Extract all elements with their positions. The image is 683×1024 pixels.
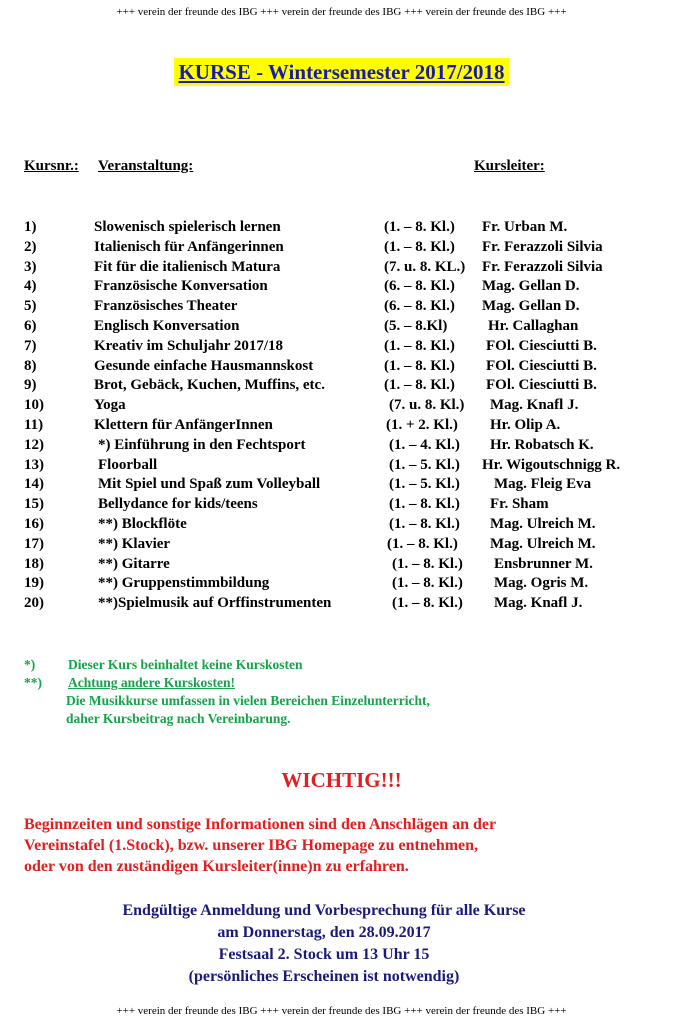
- course-leader: Mag. Gellan D.: [482, 278, 580, 295]
- course-leader: Mag. Fleig Eva: [494, 476, 592, 493]
- course-row: [0, 535, 683, 555]
- course-number: 20): [24, 595, 44, 612]
- registration-line: (persönliches Erscheinen ist notwendig): [188, 968, 460, 985]
- course-grades: (1. – 8. Kl.): [384, 337, 455, 354]
- course-number: 9): [24, 377, 37, 394]
- course-name: Französisches Theater: [94, 298, 238, 315]
- note-row: [0, 674, 683, 692]
- banner-top: +++ verein der freunde des IBG +++ verein der freunde des IBG +++ verein der freunde des IBG +++: [116, 6, 567, 18]
- page-title: KURSE - Wintersemester 2017/2018: [174, 58, 508, 86]
- note-marker: *): [24, 657, 36, 672]
- info-line: Vereinstafel (1.Stock), bzw. unserer IBG Homepage zu entnehmen,: [24, 837, 479, 854]
- course-row: [0, 337, 683, 357]
- course-grades: (1. – 8. Kl.): [384, 238, 455, 255]
- course-number: 1): [24, 219, 37, 235]
- course-grades: (1. – 4. Kl.): [389, 436, 460, 453]
- course-number: 13): [24, 456, 44, 473]
- course-grades: (1. – 5. Kl.): [389, 476, 460, 493]
- course-row: [0, 277, 683, 297]
- note-text: Achtung andere Kurskosten!: [68, 675, 236, 690]
- course-number: 3): [24, 258, 37, 275]
- title-container: [0, 58, 683, 86]
- course-name: Kreativ im Schuljahr 2017/18: [94, 337, 284, 354]
- header-kursnr: Kursnr.:: [24, 158, 79, 174]
- course-name: Klettern für AnfängerInnen: [94, 416, 273, 433]
- course-row: [0, 555, 683, 575]
- note-text: Dieser Kurs beinhaltet keine Kurskosten: [68, 657, 303, 672]
- course-name: Mit Spiel und Spaß zum Volleyball: [98, 476, 321, 493]
- header-kursleiter: Kursleiter:: [474, 158, 545, 174]
- info-paragraph: [24, 814, 664, 877]
- note-marker: **): [24, 675, 42, 690]
- course-leader: Mag. Knafl J.: [494, 595, 583, 612]
- course-row: [0, 258, 683, 278]
- note-row: [0, 692, 683, 710]
- course-leader: FOl. Ciesciutti B.: [486, 337, 597, 354]
- course-number: 14): [24, 476, 44, 493]
- course-grades: (1. + 2. Kl.): [386, 416, 458, 433]
- course-grades: (7. u. 8. KL.): [384, 258, 466, 275]
- course-leader: FOl. Ciesciutti B.: [486, 377, 597, 394]
- course-name: Fit für die italienisch Matura: [94, 258, 281, 275]
- course-row: [0, 515, 683, 535]
- course-row: [0, 376, 683, 396]
- course-number: 12): [24, 436, 44, 453]
- registration-block: [0, 900, 648, 988]
- course-name: **) Gruppenstimmbildung: [98, 575, 270, 592]
- info-line: oder von den zuständigen Kursleiter(inne)n zu erfahren.: [24, 858, 409, 875]
- note-text: Die Musikkurse umfassen in vielen Bereichen Einzelunterricht,: [66, 693, 430, 708]
- course-grades: (5. – 8.Kl): [384, 317, 448, 334]
- course-number: 11): [24, 416, 44, 433]
- course-number: 8): [24, 357, 37, 374]
- note-row: [0, 656, 683, 674]
- course-leader: Hr. Callaghan: [488, 317, 579, 334]
- registration-line: Endgültige Anmeldung und Vorbesprechung für alle Kurse: [122, 902, 526, 919]
- course-leader: Mag. Gellan D.: [482, 298, 580, 315]
- course-grades: (7. u. 8. Kl.): [389, 397, 465, 414]
- course-row: [0, 317, 683, 337]
- registration-line: am Donnerstag, den 28.09.2017: [217, 924, 431, 941]
- course-name: Gesunde einfache Hausmannskost: [94, 357, 314, 374]
- course-row: [0, 396, 683, 416]
- course-row: [0, 238, 683, 258]
- course-number: 2): [24, 238, 37, 255]
- course-name: Französische Konversation: [94, 278, 268, 295]
- course-row: [0, 436, 683, 456]
- course-leader: Hr. Olip A.: [490, 416, 561, 433]
- course-leader: Mag. Knafl J.: [490, 397, 579, 414]
- course-grades: (1. – 8. Kl.): [384, 377, 455, 394]
- course-list: [0, 218, 683, 614]
- course-name: Bellydance for kids/teens: [98, 496, 258, 513]
- course-row: [0, 218, 683, 238]
- course-leader: Mag. Ogris M.: [494, 575, 589, 592]
- course-number: 4): [24, 278, 37, 295]
- course-name: Italienisch für Anfängerinnen: [94, 238, 284, 255]
- course-number: 10): [24, 397, 44, 414]
- course-grades: (1. – 8. Kl.): [389, 515, 460, 532]
- course-leader: Mag. Ulreich M.: [490, 515, 596, 532]
- course-name: Floorball: [98, 456, 158, 473]
- registration-line: Festsaal 2. Stock um 13 Uhr 15: [218, 946, 430, 963]
- course-leader: Hr. Robatsch K.: [490, 436, 594, 453]
- course-row: [0, 475, 683, 495]
- notes-section: [0, 656, 683, 728]
- course-leader: Fr. Urban M.: [482, 219, 568, 235]
- course-number: 5): [24, 298, 37, 315]
- course-number: 15): [24, 496, 44, 513]
- note-text: daher Kursbeitrag nach Vereinbarung.: [66, 711, 291, 726]
- course-number: 17): [24, 535, 44, 552]
- important-heading: WICHTIG!!!: [281, 768, 402, 792]
- course-grades: (1. – 8. Kl.): [384, 219, 455, 235]
- course-grades: (1. – 8. Kl.): [384, 357, 455, 374]
- course-grades: (6. – 8. Kl.): [384, 278, 455, 295]
- course-name: Slowenisch spielerisch lernen: [94, 219, 281, 235]
- info-line: Beginnzeiten und sonstige Informationen sind den Anschlägen an der: [24, 816, 497, 833]
- course-grades: (1. – 8. Kl.): [392, 555, 463, 572]
- course-number: 6): [24, 317, 37, 334]
- course-grades: (1. – 5. Kl.): [389, 456, 460, 473]
- course-row: [0, 456, 683, 476]
- course-name: **) Gitarre: [98, 555, 170, 572]
- course-number: 18): [24, 555, 44, 572]
- course-name: Yoga: [94, 397, 126, 414]
- course-leader: Fr. Ferazzoli Silvia: [482, 238, 603, 255]
- course-name: *) Einführung in den Fechtsport: [98, 436, 306, 453]
- course-number: 16): [24, 515, 44, 532]
- course-row: [0, 495, 683, 515]
- course-leader: Mag. Ulreich M.: [490, 535, 596, 552]
- course-leader: Fr. Sham: [490, 496, 549, 513]
- course-name: Brot, Gebäck, Kuchen, Muffins, etc.: [94, 377, 325, 394]
- course-number: 7): [24, 337, 37, 354]
- course-name: **) Blockflöte: [98, 515, 187, 532]
- course-leader: Fr. Ferazzoli Silvia: [482, 258, 603, 275]
- course-row: [0, 574, 683, 594]
- course-leader: FOl. Ciesciutti B.: [486, 357, 597, 374]
- course-row: [0, 357, 683, 377]
- course-grades: (6. – 8. Kl.): [384, 298, 455, 315]
- course-grades: (1. – 8. Kl.): [392, 595, 463, 612]
- course-name: **)Spielmusik auf Orffinstrumenten: [98, 595, 332, 612]
- course-row: [0, 416, 683, 436]
- course-name: Englisch Konversation: [94, 317, 240, 334]
- course-grades: (1. – 8. Kl.): [387, 535, 458, 552]
- header-veranstaltung: Veranstaltung:: [98, 158, 194, 174]
- course-number: 19): [24, 575, 44, 592]
- course-grades: (1. – 8. Kl.): [389, 496, 460, 513]
- note-row: [0, 710, 683, 728]
- course-leader: Hr. Wigoutschnigg R.: [482, 456, 621, 473]
- course-row: [0, 297, 683, 317]
- course-grades: (1. – 8. Kl.): [392, 575, 463, 592]
- course-row: [0, 594, 683, 614]
- course-leader: Ensbrunner M.: [494, 555, 593, 572]
- course-name: **) Klavier: [98, 535, 171, 552]
- banner-bottom: +++ verein der freunde des IBG +++ verein der freunde des IBG +++ verein der freunde des IBG +++: [116, 1005, 567, 1017]
